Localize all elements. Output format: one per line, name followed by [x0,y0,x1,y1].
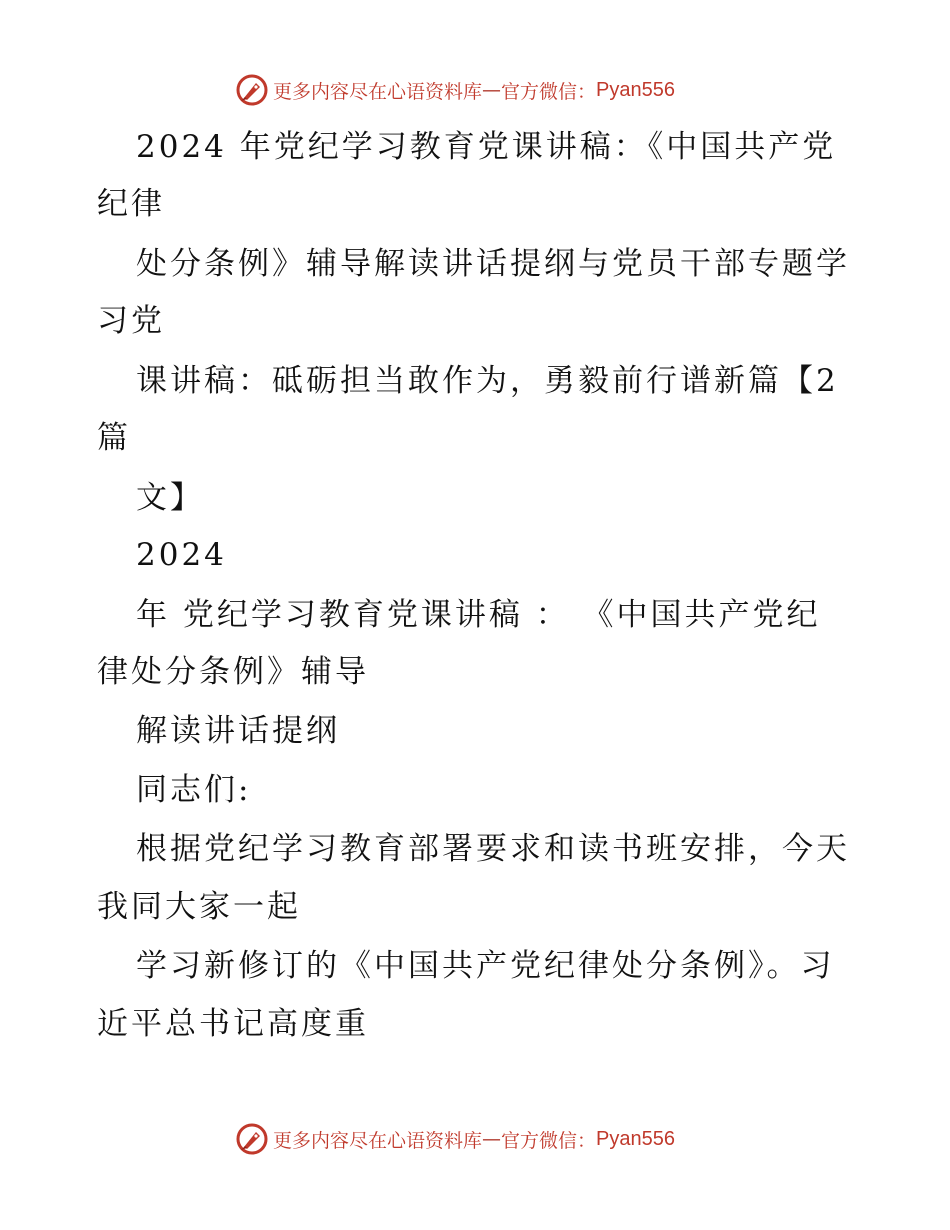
footer-wechat-id: Pyan556 [596,1127,675,1150]
footer-banner-text: 更多内容尽在心语资料库 [273,1129,483,1152]
header-banner-separator: — [482,79,502,101]
header-wechat-label: 官方微信： [501,80,597,103]
body-line: 文】 [136,480,204,516]
header-banner-text: 更多内容尽在心语资料库 [273,80,483,103]
body-line: 课讲稿：砥砺担当敢作为，勇毅前行谱新篇【2 [136,363,839,399]
body-line: 律处分条例》辅导 [97,654,369,690]
footer-watermark-banner [235,1122,675,1156]
body-line: 处分条例》辅导解读讲话提纲与党员干部专题学 [136,246,850,282]
body-line: 我同大家一起 [97,889,301,925]
body-line: 2024 [136,537,227,573]
body-line: 篇 [97,420,131,456]
footer-banner-separator: — [482,1128,502,1150]
body-line: 根据党纪学习教育部署要求和读书班安排，今天 [136,831,850,867]
body-line: 2024 年党纪学习教育党课讲稿：《中国共产党 [136,129,837,165]
body-line: 近平总书记高度重 [97,1006,369,1042]
body-line: 纪律 [97,186,165,222]
body-line: 同志们: [136,772,252,808]
body-line: 解读讲话提纲 [136,713,340,749]
body-line: 年 党纪学习教育党课讲稿 ： 《中国共产党纪 [136,597,821,633]
footer-wechat-label: 官方微信： [501,1129,597,1152]
pen-nib-circle-icon [235,73,269,107]
pen-nib-circle-icon [235,1122,269,1156]
header-wechat-id: Pyan556 [596,78,675,101]
body-line: 学习新修订的《中国共产党纪律处分条例》。习 [136,948,835,984]
header-watermark-banner [235,73,675,107]
body-line: 习党 [97,303,165,339]
